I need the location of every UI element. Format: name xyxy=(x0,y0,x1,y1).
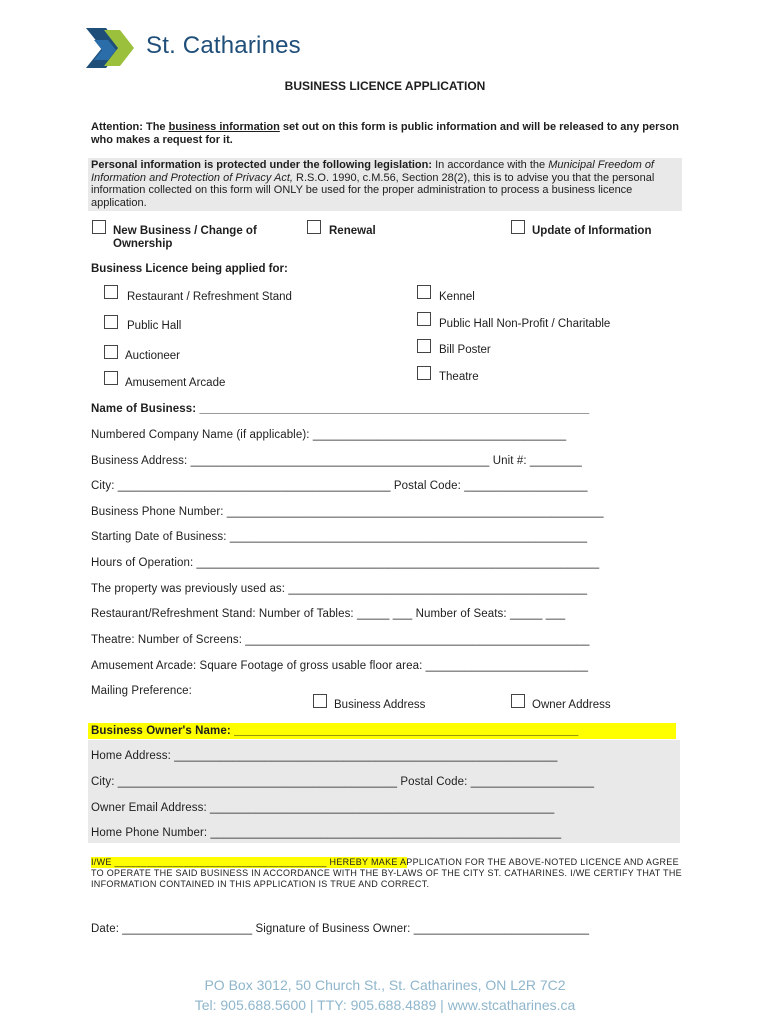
amusement-arcade-label: Amusement Arcade xyxy=(125,377,226,389)
declaration-text: I/WE ________________________________________ HEREBY MAKE APPLICATION FOR THE ABOVE-NOTED LICENCE AND AGREE TO OPERATE THE SAID BUSINESS IN ACCORDANCE WITH THE BY-LAWS OF THE CITY ST. CATHARINES. I/WE CERTIFY THAT THE INFORMATION CONTAINED IN THIS APPLICATION IS TRUE AND CORRECT. xyxy=(91,857,682,889)
arcade-field[interactable]: Amusement Arcade: Square Footage of gross usable floor area: _________________________ xyxy=(91,660,589,672)
hours-field[interactable]: Hours of Operation: ______________________________________________________________ xyxy=(91,557,600,569)
auctioneer-label: Auctioneer xyxy=(125,350,180,362)
restaurant-label: Restaurant / Refreshment Stand xyxy=(127,291,292,303)
tables-seats-field[interactable]: Restaurant/Refreshment Stand: Number of Tables: _____ ___ Number of Seats: _____ ___ xyxy=(91,608,566,620)
logo-text: St. Catharines xyxy=(146,32,301,59)
licence-heading: Business Licence being applied for: xyxy=(91,263,288,275)
footer-address: PO Box 3012, 50 Church St., St. Catharines, ON L2R 7C2 xyxy=(204,977,566,993)
mailing-owner-label: Owner Address xyxy=(532,699,611,711)
renewal-checkbox[interactable] xyxy=(307,220,321,234)
attention-notice: Attention: The business information set out on this form is public information and will be released to any person who makes a request for it. xyxy=(91,121,679,146)
home-phone-field[interactable]: Home Phone Number: ______________________________________________________ xyxy=(91,827,562,839)
screens-field[interactable]: Theatre: Number of Screens: _____________________________________________________ xyxy=(91,634,590,646)
owner-city-field[interactable]: City: ___________________________________________ Postal Code: ___________________ xyxy=(91,776,595,788)
page-title: BUSINESS LICENCE APPLICATION xyxy=(284,79,486,93)
theatre-label: Theatre xyxy=(439,371,479,383)
kennel-checkbox[interactable] xyxy=(417,285,431,299)
home-address-field[interactable]: Home Address: ___________________________________________________________ xyxy=(91,750,558,762)
update-label: Update of Information xyxy=(532,225,652,237)
renewal-label: Renewal xyxy=(329,225,376,237)
theatre-checkbox[interactable] xyxy=(417,366,431,380)
bill-poster-label: Bill Poster xyxy=(439,344,491,356)
date-signature-line[interactable]: Date: ____________________ Signature of Business Owner: ___________________________ xyxy=(91,923,590,935)
public-hall-label: Public Hall xyxy=(127,320,182,332)
new-business-label: New Business / Change of Ownership xyxy=(113,225,257,250)
mailing-owner-checkbox[interactable] xyxy=(511,694,525,708)
amusement-arcade-checkbox[interactable] xyxy=(104,371,118,385)
owner-email-field[interactable]: Owner Email Address: _____________________________________________________ xyxy=(91,802,555,814)
mailing-preference-label: Mailing Preference: xyxy=(91,685,192,697)
footer-contact: Tel: 905.688.5600 | TTY: 905.688.4889 | www.stcatharines.ca xyxy=(194,997,576,1013)
kennel-label: Kennel xyxy=(439,291,475,303)
previously-used-field[interactable]: The property was previously used as: ______________________________________________ xyxy=(91,583,588,595)
numbered-company-field[interactable]: Numbered Company Name (if applicable): _______________________________________ xyxy=(91,429,567,441)
business-address-field[interactable]: Business Address: ______________________________________________ Unit #: ________ xyxy=(91,455,582,467)
mailing-business-checkbox[interactable] xyxy=(313,694,327,708)
logo-mark-icon xyxy=(86,26,146,76)
auctioneer-checkbox[interactable] xyxy=(104,345,118,359)
public-hall-nonprofit-label: Public Hall Non-Profit / Charitable xyxy=(439,318,611,330)
iwe-field[interactable]: I/WE ________________________________________ xyxy=(91,857,327,867)
restaurant-checkbox[interactable] xyxy=(104,285,118,299)
mailing-business-label: Business Address xyxy=(334,699,426,711)
name-of-business-field[interactable]: Name of Business: ____________________________________________________________ xyxy=(91,403,590,415)
bill-poster-checkbox[interactable] xyxy=(417,339,431,353)
new-business-checkbox[interactable] xyxy=(92,220,106,234)
starting-date-field[interactable]: Starting Date of Business: _______________________________________________________ xyxy=(91,531,588,543)
public-hall-nonprofit-checkbox[interactable] xyxy=(417,312,431,326)
update-checkbox[interactable] xyxy=(511,220,525,234)
public-hall-checkbox[interactable] xyxy=(104,315,118,329)
city-field[interactable]: City: __________________________________________ Postal Code: ___________________ xyxy=(91,480,588,492)
privacy-notice: Personal information is protected under the following legislation: In accordance with the Municipal Freedom of Information and Protection of Privacy Act, R.S.O. 1990, c.M.56, Section 28(2), this is to advise you that the personal information collected on this form will ONLY be used for the proper administration to process a business licence application. xyxy=(88,158,682,211)
owner-name-field[interactable]: Business Owner's Name: _____________________________________________________ xyxy=(91,725,579,737)
city-logo xyxy=(86,26,356,76)
business-phone-field[interactable]: Business Phone Number: __________________________________________________________ xyxy=(91,506,604,518)
